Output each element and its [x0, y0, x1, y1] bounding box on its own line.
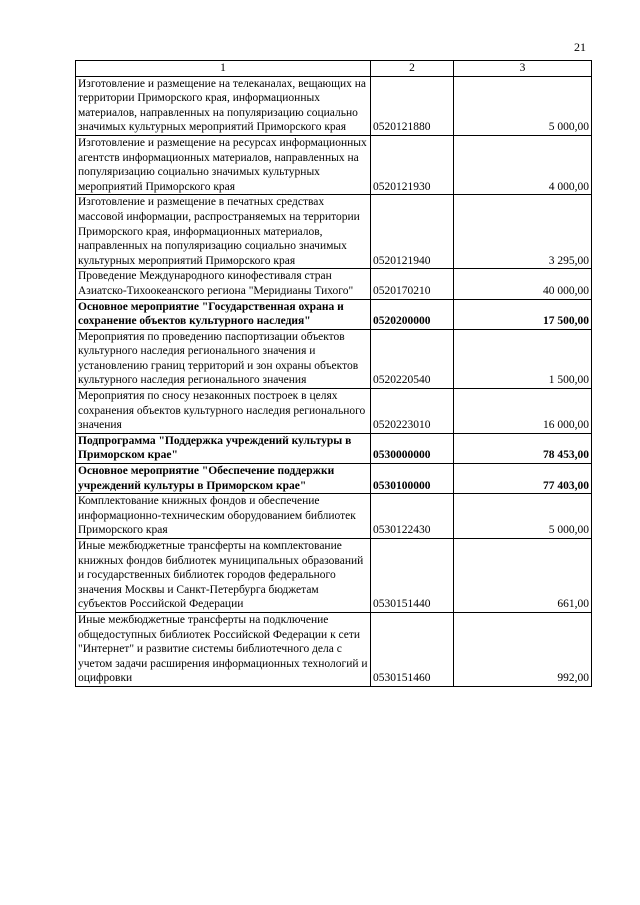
- row-code-cell: 0530122430: [371, 494, 454, 539]
- table-body: [76, 76, 592, 686]
- row-code-cell: 0520121880: [371, 76, 454, 135]
- row-name-cell: Комплектование книжных фондов и обеспечение информационно-техническим оборудованием библиотек Приморского края: [76, 494, 371, 539]
- row-amount-cell: 78 453,00: [454, 433, 592, 463]
- row-amount-cell: 992,00: [454, 612, 592, 686]
- row-name-cell: Мероприятия по проведению паспортизации объектов культурного наследия регионального значения и установлению границ территорий и зон охраны объектов культурного наследия регионального значения: [76, 329, 371, 388]
- row-name-cell: Основное мероприятие "Обеспечение поддержки учреждений культуры в Приморском крае": [76, 464, 371, 494]
- header-row: [76, 61, 592, 77]
- table-row: [76, 329, 592, 388]
- row-name-cell: Иные межбюджетные трансферты на комплектование книжных фондов библиотек муниципальных образований и государственных библиотек городов федерального значения Москвы и Санкт-Петербурга бюджетам субъектов Российской Федерации: [76, 539, 371, 613]
- row-amount-cell: 3 295,00: [454, 195, 592, 269]
- row-code-cell: 0530100000: [371, 464, 454, 494]
- table-row: [76, 76, 592, 135]
- row-code-cell: 0520200000: [371, 299, 454, 329]
- row-amount-cell: 77 403,00: [454, 464, 592, 494]
- header-col-3: 3: [454, 61, 592, 77]
- table-row: [76, 612, 592, 686]
- table-header: [76, 61, 592, 77]
- row-name-cell: Подпрограмма "Поддержка учреждений культуры в Приморском крае": [76, 433, 371, 463]
- row-code-cell: 0520223010: [371, 389, 454, 434]
- table-row: [76, 433, 592, 463]
- row-amount-cell: 40 000,00: [454, 269, 592, 299]
- row-code-cell: 0530000000: [371, 433, 454, 463]
- row-code-cell: 0530151440: [371, 539, 454, 613]
- page-number: 21: [574, 40, 586, 54]
- table-row: [76, 195, 592, 269]
- row-name-cell: Иные межбюджетные трансферты на подключение общедоступных библиотек Российской Федерации к сети "Интернет" и развитие системы библиотечного дела с учетом задачи расширения информационных технологий и оцифровки: [76, 612, 371, 686]
- row-amount-cell: 17 500,00: [454, 299, 592, 329]
- row-code-cell: 0530151460: [371, 612, 454, 686]
- table-row: [76, 269, 592, 299]
- table-row: [76, 464, 592, 494]
- row-amount-cell: 5 000,00: [454, 76, 592, 135]
- table-row: [76, 389, 592, 434]
- row-code-cell: 0520121940: [371, 195, 454, 269]
- row-code-cell: 0520121930: [371, 135, 454, 194]
- header-col-1: 1: [76, 61, 371, 77]
- table-row: [76, 135, 592, 194]
- row-name-cell: Проведение Международного кинофестиваля стран Азиатско-Тихоокеанского региона "Меридианы Тихого": [76, 269, 371, 299]
- table-row: [76, 539, 592, 613]
- row-name-cell: Основное мероприятие "Государственная охрана и сохранение объектов культурного наследия": [76, 299, 371, 329]
- table-row: [76, 299, 592, 329]
- row-name-cell: Изготовление и размещение на телеканалах, вещающих на территории Приморского края, информационных материалов, направленных на популяризацию социально значимых культурных мероприятий Приморского края: [76, 76, 371, 135]
- row-amount-cell: 1 500,00: [454, 329, 592, 388]
- row-name-cell: Изготовление и размещение на ресурсах информационных агентств информационных материалов, направленных на популяризацию социально значимых культурных мероприятий Приморского края: [76, 135, 371, 194]
- header-col-2: 2: [371, 61, 454, 77]
- row-name-cell: Изготовление и размещение в печатных средствах массовой информации, распространяемых на территории Приморского края, информационных материалов, направленных на популяризацию социально значимых культурных мероприятий Приморского края: [76, 195, 371, 269]
- row-amount-cell: 661,00: [454, 539, 592, 613]
- row-amount-cell: 4 000,00: [454, 135, 592, 194]
- row-code-cell: 0520170210: [371, 269, 454, 299]
- budget-table: [75, 60, 592, 687]
- row-amount-cell: 16 000,00: [454, 389, 592, 434]
- row-amount-cell: 5 000,00: [454, 494, 592, 539]
- row-code-cell: 0520220540: [371, 329, 454, 388]
- table-row: [76, 494, 592, 539]
- row-name-cell: Мероприятия по сносу незаконных построек в целях сохранения объектов культурного наследия регионального значения: [76, 389, 371, 434]
